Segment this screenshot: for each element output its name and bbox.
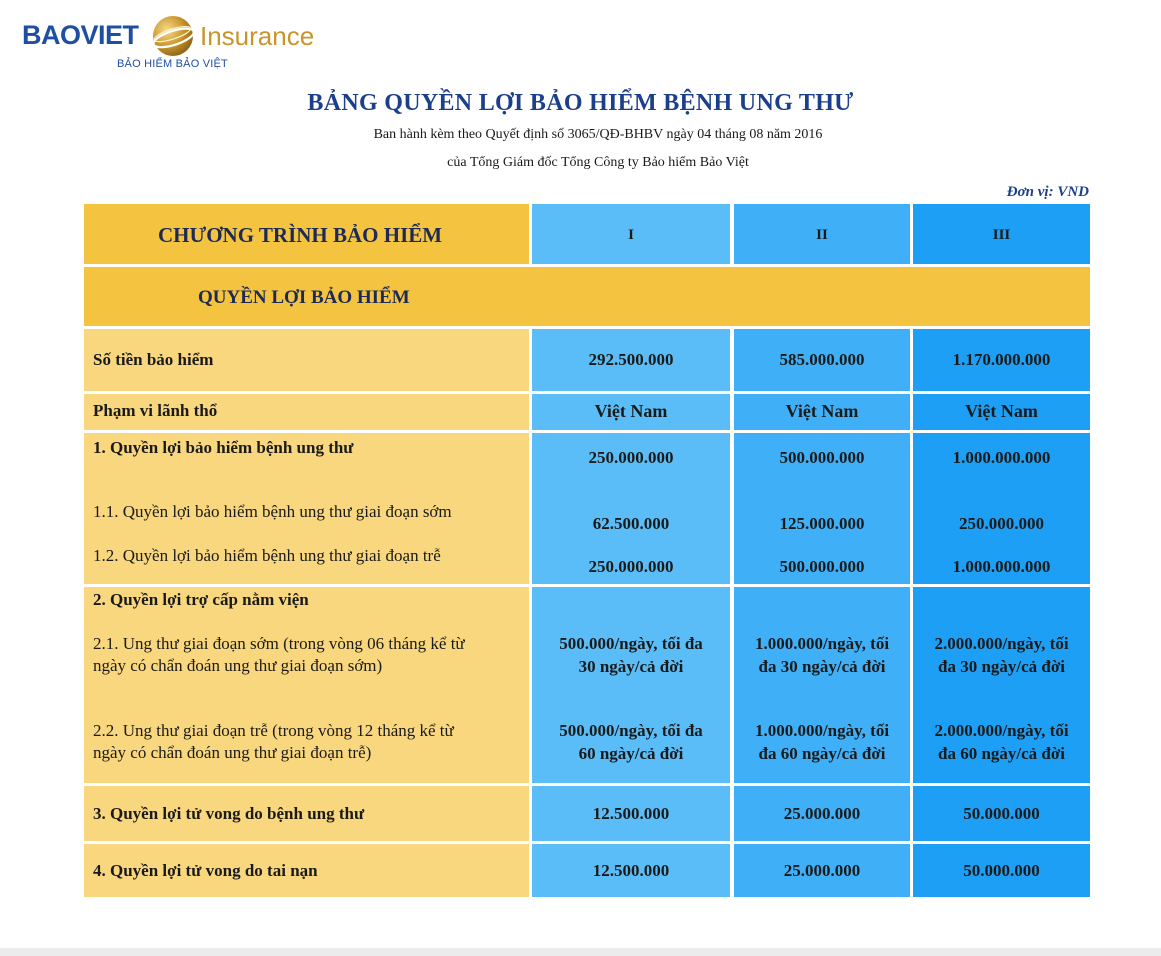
- hospital-late-label-2: ngày có chẩn đoán ung thư giai đoạn trễ): [93, 743, 372, 762]
- sum-insured-label: Số tiền bảo hiểm: [93, 350, 214, 369]
- cancer-i-cell: [532, 433, 730, 584]
- hospital-late-iii-1: 2.000.000/ngày, tối: [934, 721, 1069, 740]
- hospital-early-iii-1: 2.000.000/ngày, tối: [934, 634, 1069, 653]
- hospital-ii-cell: [734, 587, 910, 783]
- death-cancer-ii-cell: [734, 786, 910, 841]
- cancer-early-ii: 125.000.000: [779, 514, 865, 533]
- sum-insured-ii: 585.000.000: [779, 350, 865, 369]
- hospital-early-i-1: 500.000/ngày, tối đa: [559, 634, 703, 653]
- hospital-early-ii-2: đa 30 ngày/cả đời: [758, 657, 886, 676]
- sum-insured-iii: 1.170.000.000: [952, 350, 1051, 369]
- brand-tagline: BẢO HIỂM BẢO VIỆT: [117, 58, 228, 70]
- death-accident-iii-cell: [913, 844, 1090, 897]
- death-cancer-i-cell: [532, 786, 730, 841]
- territory-iii: Việt Nam: [965, 401, 1038, 421]
- cancer-early-label: 1.1. Quyền lợi bảo hiểm bệnh ung thư giai đoạn sớm: [93, 502, 452, 521]
- hospital-label-cell: [84, 587, 529, 783]
- cancer-early-i: 62.500.000: [592, 514, 670, 533]
- territory-i: Việt Nam: [594, 401, 668, 421]
- cancer-early-iii: 250.000.000: [959, 514, 1044, 533]
- hospital-early-label-1: 2.1. Ung thư giai đoạn sớm (trong vòng 06 tháng kể từ: [93, 634, 465, 653]
- hospital-early-i-2: 30 ngày/cả đời: [578, 657, 684, 676]
- death-accident-i-cell: [532, 844, 730, 897]
- death-accident-ii: 25.000.000: [783, 861, 861, 880]
- death-accident-label-cell: [84, 844, 529, 897]
- hospital-early-label-2: ngày có chẩn đoán ung thư giai đoạn sớm): [93, 656, 383, 675]
- death-accident-iii: 50.000.000: [963, 861, 1040, 880]
- hospital-late-ii-2: đa 60 ngày/cả đời: [758, 744, 886, 763]
- hospital-iii-cell: [913, 587, 1090, 783]
- cancer-i: 250.000.000: [588, 448, 674, 467]
- sum-insured-i-cell: [532, 329, 730, 391]
- territory-iii-cell: [913, 394, 1090, 430]
- hospital-late-i-1: 500.000/ngày, tối đa: [559, 721, 703, 740]
- territory-label: Phạm vi lãnh thổ: [93, 401, 218, 420]
- territory-ii: Việt Nam: [785, 401, 859, 421]
- hospital-early-iii-2: đa 30 ngày/cả đời: [937, 657, 1066, 676]
- program-header-cell: [84, 204, 529, 264]
- benefits-header-label: QUYỀN LỢI BẢO HIỂM: [198, 287, 410, 308]
- cancer-label: 1. Quyền lợi bảo hiểm bệnh ung thư: [93, 438, 354, 457]
- territory-ii-cell: [734, 394, 910, 430]
- program-iii-label: III: [992, 227, 1011, 243]
- subtitle-issuer: của Tổng Giám đốc Tổng Công ty Bảo hiểm Bảo Việt: [447, 155, 749, 170]
- brand-name: BAOVIET: [22, 20, 139, 50]
- hospital-label: 2. Quyền lợi trợ cấp nằm viện: [93, 590, 309, 609]
- territory-label-cell: [84, 394, 529, 430]
- cancer-late-ii: 500.000.000: [779, 557, 865, 576]
- benefits-header-cell: [84, 267, 1090, 326]
- territory-i-cell: [532, 394, 730, 430]
- program-i-label: I: [628, 227, 634, 243]
- hospital-late-ii-1: 1.000.000/ngày, tối: [754, 721, 890, 740]
- brand-suffix: Insurance: [200, 21, 315, 51]
- death-cancer-i: 12.500.000: [592, 804, 670, 823]
- globe-logo-icon: [151, 14, 195, 58]
- death-cancer-label: 3. Quyền lợi tử vong do bệnh ung thư: [93, 804, 365, 823]
- cancer-iii-cell: [913, 433, 1090, 584]
- currency-unit: Đơn vị: VND: [1006, 184, 1089, 200]
- death-cancer-ii: 25.000.000: [783, 804, 861, 823]
- page-bottom-edge: [0, 948, 1161, 956]
- sum-insured-i: 292.500.000: [588, 350, 674, 369]
- hospital-late-i-2: 60 ngày/cả đời: [578, 744, 684, 763]
- cancer-iii: 1.000.000.000: [952, 448, 1051, 467]
- cancer-late-label: 1.2. Quyền lợi bảo hiểm bệnh ung thư giai đoạn trễ: [93, 546, 441, 565]
- subtitle-decision: Ban hành kèm theo Quyết định số 3065/QĐ-BHBV ngày 04 tháng 08 năm 2016: [373, 127, 823, 142]
- program-iii-cell: [913, 204, 1090, 264]
- program-ii-cell: [734, 204, 910, 264]
- death-cancer-iii: 50.000.000: [963, 804, 1040, 823]
- death-accident-ii-cell: [734, 844, 910, 897]
- cancer-label-cell: [84, 433, 529, 584]
- hospital-early-ii-1: 1.000.000/ngày, tối: [754, 634, 890, 653]
- baoviet-logo: [20, 12, 340, 74]
- benefits-table: [84, 204, 1090, 897]
- sum-insured-ii-cell: [734, 329, 910, 391]
- cancer-ii-cell: [734, 433, 910, 584]
- cancer-late-i: 250.000.000: [588, 557, 674, 576]
- death-accident-label: 4. Quyền lợi tử vong do tai nạn: [93, 861, 318, 880]
- cancer-ii: 500.000.000: [779, 448, 865, 467]
- hospital-late-label-1: 2.2. Ung thư giai đoạn trễ (trong vòng 12 tháng kể từ: [93, 721, 454, 740]
- hospital-i-cell: [532, 587, 730, 783]
- death-cancer-iii-cell: [913, 786, 1090, 841]
- sum-insured-label-cell: [84, 329, 529, 391]
- hospital-late-iii-2: đa 60 ngày/cả đời: [937, 744, 1066, 763]
- death-accident-i: 12.500.000: [592, 861, 670, 880]
- death-cancer-label-cell: [84, 786, 529, 841]
- program-i-cell: [532, 204, 730, 264]
- program-ii-label: II: [816, 227, 828, 243]
- cancer-late-iii: 1.000.000.000: [952, 557, 1051, 576]
- sum-insured-iii-cell: [913, 329, 1090, 391]
- page-title: BẢNG QUYỀN LỢI BẢO HIỂM BỆNH UNG THƯ: [307, 90, 854, 116]
- program-label: CHƯƠNG TRÌNH BẢO HIỂM: [158, 223, 443, 247]
